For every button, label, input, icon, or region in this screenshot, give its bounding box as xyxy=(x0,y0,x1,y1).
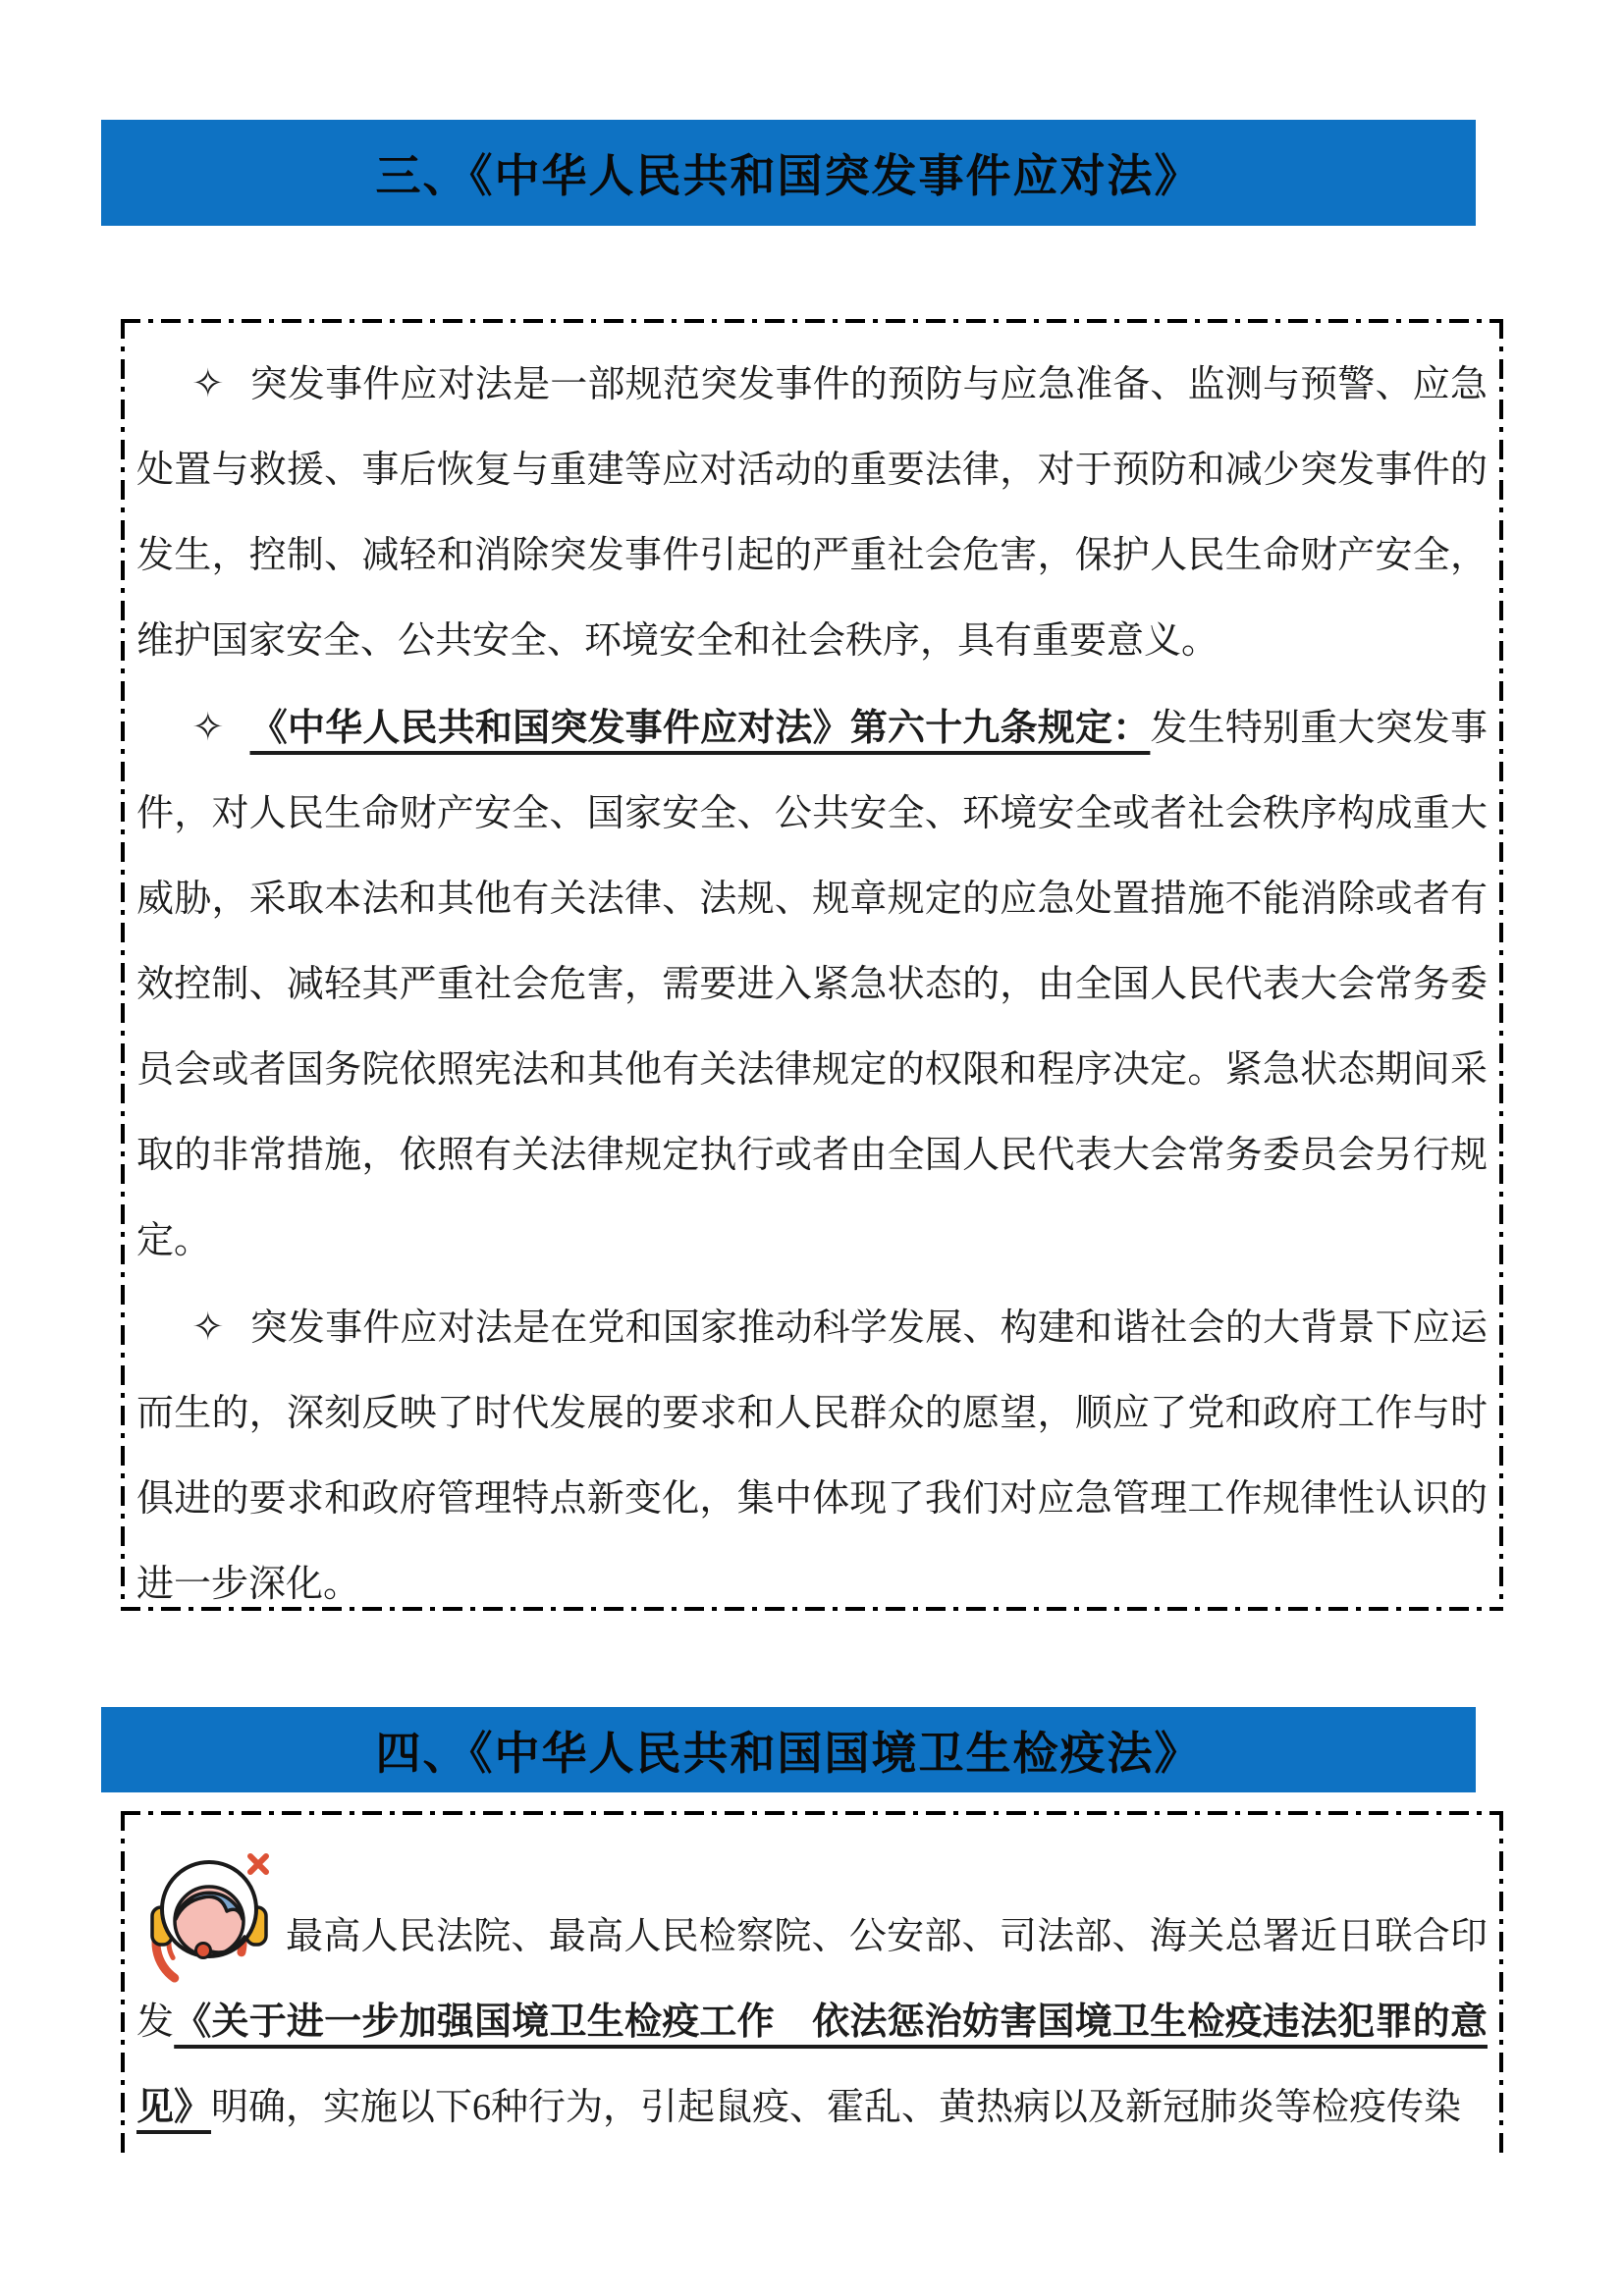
paragraph-background xyxy=(136,1284,1488,1628)
joint-opinion-tail: 明确，实施以下6种行为，引起鼠疫、霍乱、黄热病以及新冠肺炎等检疫传染 xyxy=(211,2087,1462,2128)
paragraph-joint-opinion xyxy=(136,1895,1488,2151)
joint-opinion-lead: 最高人民法院、最高人民检察院、公安部、司法部、海关总署近日联合印发 xyxy=(136,1916,1488,2043)
paragraph-article-69-text: 发生特别重大突发事件，对人民生命财产安全、国家安全、公共安全、环境安全或者社会秩序构成重大威胁，采取本法和其他有关法律、法规、规章规定的应急处置措施不能消除或者有效控制、减轻其严重社会危害，需要进入紧急状态的，由全国人民代表大会常务委员会或者国务院依照宪法和其他有关法律规定的权限和程序决定。紧急状态期间采取的非常措施，依照有关法律规定执行或者由全国人民代表大会常务委员会另行规定。 xyxy=(136,708,1488,1261)
section-banner-emergency-response-law xyxy=(101,120,1476,226)
diamond-bullet: ✧ xyxy=(191,361,225,405)
diamond-bullet: ✧ xyxy=(191,705,225,749)
section-banner-border-quarantine-law xyxy=(101,1707,1476,1792)
article-69-lead: 《中华人民共和国突发事件应对法》第六十九条规定： xyxy=(249,708,1151,749)
customer-service-operator-icon xyxy=(146,1846,272,2002)
section-banner-title: 四、《中华人民共和国国境卫生检疫法》 xyxy=(375,1727,1202,1779)
border-quarantine-law-brief-box xyxy=(121,1811,1503,2156)
paragraph-overview xyxy=(136,341,1488,684)
diamond-bullet: ✧ xyxy=(191,1305,225,1349)
section-banner-title: 三、《中华人民共和国突发事件应对法》 xyxy=(375,150,1202,201)
paragraph-overview-text: 突发事件应对法是一部规范突发事件的预防与应急准备、监测与预警、应急处置与救援、事后恢复与重建等应对活动的重要法律，对于预防和减少突发事件的发生，控制、减轻和消除突发事件引起的严重社会危害，保护人民生命财产安全，维护国家安全、公共安全、环境安全和社会秩序，具有重要意义。 xyxy=(136,364,1488,662)
paragraph-article-69 xyxy=(136,684,1488,1284)
emergency-response-law-brief-box xyxy=(121,319,1503,1611)
paragraph-background-text: 突发事件应对法是在党和国家推动科学发展、构建和谐社会的大背景下应运而生的，深刻反映了时代发展的要求和人民群众的愿望，顺应了党和政府工作与时俱进的要求和政府管理特点新变化，集中体现了我们对应急管理工作规律性认识的进一步深化。 xyxy=(136,1308,1488,1605)
opinion-title: 《关于进一步加强国境卫生检疫工作 依法惩治妨害国境卫生检疫违法犯罪的意见》 xyxy=(136,2002,1488,2128)
